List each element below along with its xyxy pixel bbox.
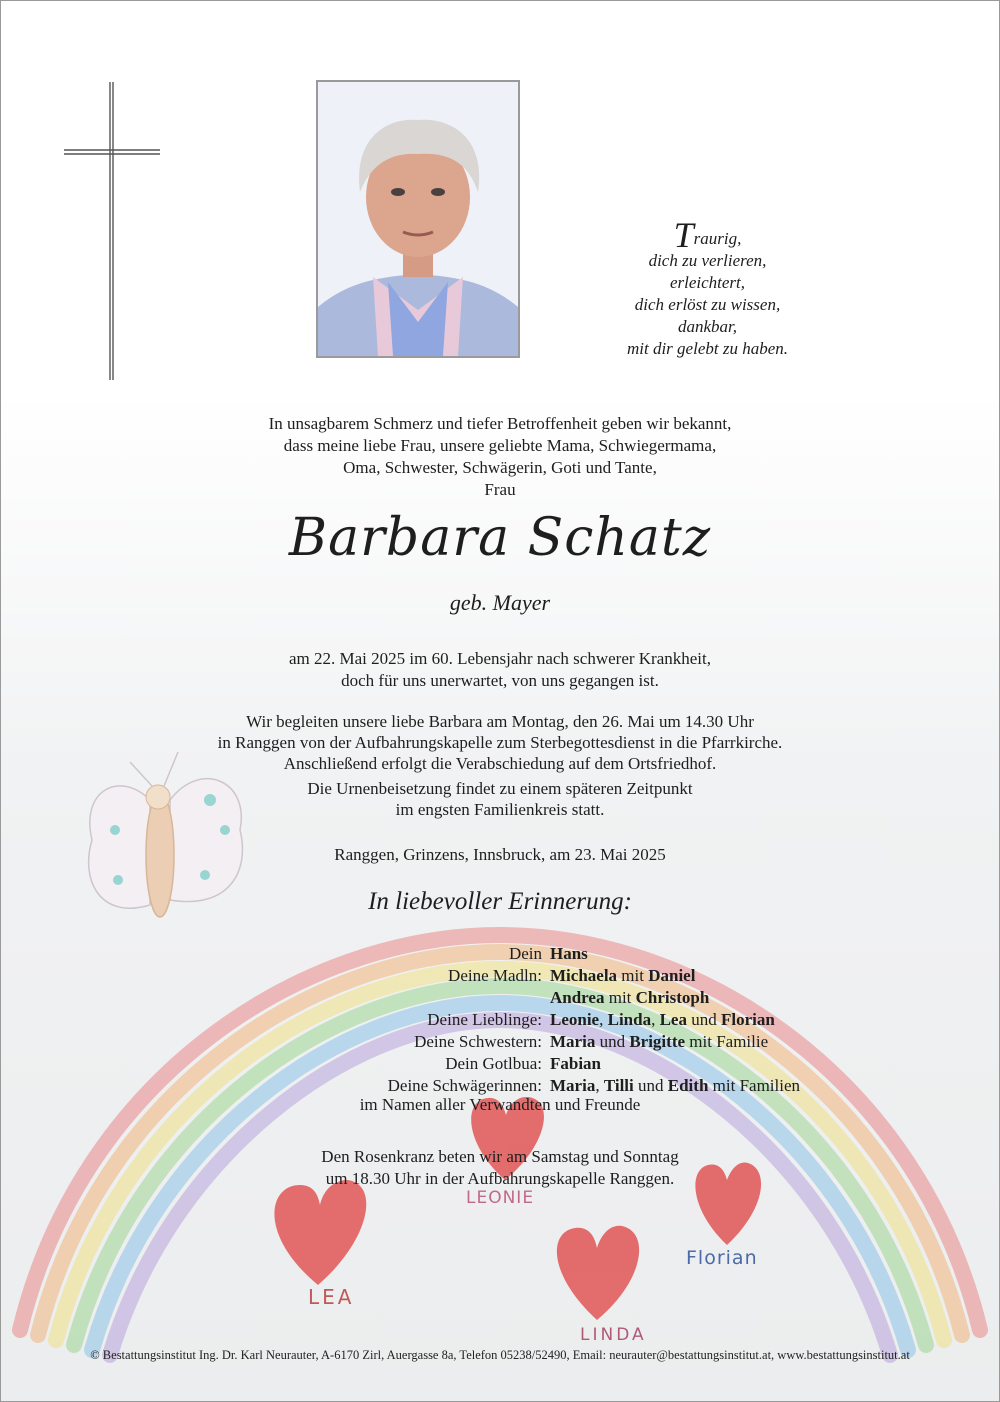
- mourner-label: Deine Lieblinge:: [427, 1010, 542, 1029]
- mourner-names: [550, 1009, 900, 1031]
- mourners-footer: im Namen aller Verwandten und Freunde: [359, 1095, 641, 1114]
- death-notice: am 22. Mai 2025 im 60. Lebensjahr nach schwerer Krankheit, doch für uns unerwartet, von uns gegangen ist.: [288, 649, 712, 690]
- mourner-name: Daniel: [648, 966, 696, 985]
- urn-notice: Die Urnenbeisetzung findet zu einem späteren Zeitpunkt im engsten Familienkreis statt.: [307, 779, 693, 819]
- mourner-label: [280, 987, 550, 1009]
- mourner-connector: und: [595, 1032, 630, 1051]
- mourner-connector: mit Familie: [685, 1032, 769, 1051]
- crayon-name-lea: LEA: [308, 1285, 355, 1309]
- poem-line: dich zu verlieren,: [648, 251, 767, 270]
- poem-line: erleichtert,: [669, 273, 746, 292]
- mourner-row: [280, 1031, 900, 1053]
- mourner-connector: und: [686, 1010, 721, 1029]
- mourner-label: Deine Schwägerinnen:: [387, 1076, 542, 1095]
- mourners-list: [280, 943, 900, 1097]
- maiden-name: geb. Mayer: [449, 590, 551, 615]
- heart-lea: [274, 1180, 366, 1285]
- mourner-connector: und: [633, 1076, 668, 1095]
- mourner-name: Tilli: [603, 1076, 634, 1095]
- mourner-names: [550, 965, 900, 987]
- mourner-name: Maria: [550, 1076, 596, 1095]
- mourner-names: [550, 1075, 900, 1097]
- mourner-label: Dein Gotlbua:: [445, 1054, 542, 1073]
- mourner-name: Edith: [667, 1076, 709, 1095]
- mourner-label: Deine Schwestern:: [414, 1032, 542, 1051]
- memory-heading: In liebevoller Erinnerung:: [368, 888, 632, 915]
- mourner-connector: mit Familien: [708, 1076, 801, 1095]
- mourner-row: [280, 1075, 900, 1097]
- crayon-name-linda: LINDA: [580, 1325, 647, 1345]
- mourner-name: Leonie: [550, 1010, 600, 1029]
- footer-imprint: © Bestattungsinstitut Ing. Dr. Karl Neurauter, A-6170 Zirl, Auergasse 8a, Telefon 05238/52490, Email: neurauter@bestattungsinstitut.at, www.bestattungsinstitut.at: [90, 1348, 910, 1362]
- mourner-name: Michaela: [550, 966, 618, 985]
- mourner-connector: ,: [595, 1076, 604, 1095]
- mourner-row: [280, 943, 900, 965]
- mourner-name: Christoph: [635, 988, 710, 1007]
- cross-icon: [64, 82, 160, 380]
- mourner-name: Brigitte: [629, 1032, 686, 1051]
- mourner-connector: mit: [604, 988, 636, 1007]
- poem-line: dich erlöst zu wissen,: [634, 295, 781, 314]
- mourner-connector: ,: [599, 1010, 608, 1029]
- place-date: Ranggen, Grinzens, Innsbruck, am 23. Mai 2025: [334, 845, 666, 864]
- mourner-name: Hans: [550, 944, 588, 963]
- heart-linda: [557, 1226, 639, 1320]
- mourner-row: [280, 965, 900, 987]
- funeral-details: Wir begleiten unsere liebe Barbara am Montag, den 26. Mai um 14.30 Uhr in Ranggen von der Aufbahrungskapelle zum Sterbegottesdienst in die Pfarrkirche. Anschließend erfolgt die Verabschiedung auf dem Ortsfriedhof.: [217, 712, 783, 773]
- mourner-name: Fabian: [550, 1054, 602, 1073]
- deceased-name: Barbara Schatz: [288, 508, 712, 568]
- mourner-name: Maria: [550, 1032, 596, 1051]
- mourner-names: [550, 943, 900, 965]
- poem-line: mit dir gelebt zu haben.: [626, 339, 788, 358]
- mourner-connector: ,: [651, 1010, 660, 1029]
- mourner-name: Florian: [720, 1010, 775, 1029]
- portrait-illustration: [318, 82, 518, 356]
- mourner-label: Deine Madln:: [448, 966, 542, 985]
- mourner-name: Linda: [607, 1010, 652, 1029]
- poem-line: dankbar,: [677, 317, 738, 336]
- mourner-row: [280, 1009, 900, 1031]
- mourner-name: Lea: [659, 1010, 687, 1029]
- mourner-names: [550, 1053, 900, 1075]
- mourner-row: [280, 1053, 900, 1075]
- rosary-notice: Den Rosenkranz beten wir am Samstag und Sonntag um 18.30 Uhr in der Aufbahrungskapelle Ranggen.: [321, 1147, 679, 1188]
- poem-initial: T: [673, 215, 694, 255]
- crayon-name-florian: Florian: [686, 1247, 758, 1269]
- mourner-names: [550, 1031, 900, 1053]
- mourner-names: [550, 987, 900, 1009]
- mourner-connector: mit: [617, 966, 649, 985]
- poem-first-line: Traurig,: [673, 215, 742, 255]
- crayon-name-leonie: LEONIE: [466, 1188, 535, 1208]
- intro-text: In unsagbarem Schmerz und tiefer Betroffenheit geben wir bekannt, dass meine liebe Frau, unsere geliebte Mama, Schwiegermama, Oma, Schwester, Schwägerin, Goti und Tante, Frau: [268, 414, 732, 499]
- mourner-row: [280, 987, 900, 1009]
- poem: [590, 215, 825, 360]
- portrait-photo: [316, 80, 520, 358]
- mourner-label: Dein: [508, 944, 542, 963]
- mourner-name: Andrea: [550, 988, 605, 1007]
